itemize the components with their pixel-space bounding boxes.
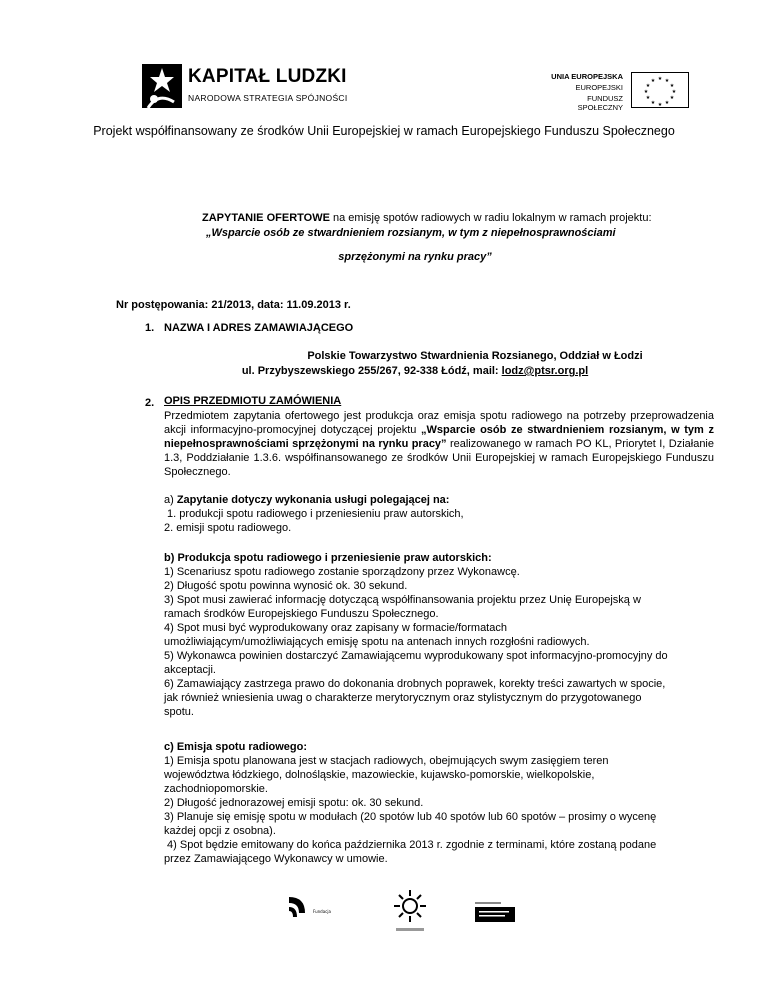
list-item: województwa łódzkiego, dolnośląskie, mazowieckie, kujawsko-pomorskie, wielkopolskie, [164,769,595,781]
list-item: przez Zamawiającego Wykonawcy w umowie. [164,853,388,865]
block-b-heading: b) Produkcja spotu radiowego i przeniesienie praw autorskich: [164,552,492,564]
list-item: 3) Planuje się emisję spotu w modułach (20 spotów lub 40 spotów lub 60 spotów – prosimy o wycenę [164,811,657,823]
list-item: 2) Długość jednorazowej emisji spotu: ok. 30 sekund. [164,797,424,809]
project-name-line2: sprzężonymi na rynku pracy” [338,251,492,263]
kapital-ludzki-emblem-icon [140,62,186,110]
description-project-name: „Wsparcie osób ze stwardnieniem rozsianym, w tym z niepełnosprawnościami sprzężonymi na rynku pracy” [164,424,714,450]
eu-flag-icon [631,72,689,108]
foundation-logo [283,893,353,933]
list-item: 3) Spot musi zawierać informację dotyczącą współfinansowania projektu przez Unię Europejską w [164,594,641,606]
section1-number: 1. [145,322,155,334]
ptsr-logo [390,886,430,938]
block-b [164,551,724,719]
pfron-logo-icon [473,896,543,926]
list-item: 2) Długość spotu powinna wynosić ok. 30 sekund. [164,580,408,592]
description-text-b: realizowanego w ramach PO KL, Priorytet I, Działanie 1.3, Poddziałanie 1.3.6. współfinansowanego ze środków Unii Europejskiej w ramach Europejskiego Funduszu Społecznego. [164,438,714,478]
procedure-number: Nr postępowania: 21/2013, data: 11.09.2013 r. [116,299,351,311]
svg-text:★: ★ [645,83,651,89]
block-a [164,493,724,535]
svg-text:★: ★ [650,78,656,84]
svg-text:★: ★ [657,76,663,82]
orderer-address [0,364,768,378]
list-item: 2. emisji spotu radiowego. [164,522,292,534]
document-title [202,211,652,225]
block-c [164,740,724,866]
list-item: 4) Spot będzie emitowany do końca października 2013 r. zgodnie z terminami, które zostaną podane [164,839,657,851]
address-text: ul. Przybyszewskiego 255/267, 92-338 Łódź, mail: [241,365,502,377]
block-a-letter: a) [164,494,174,506]
block-a-heading-text: Zapytanie dotyczy wykonania usługi polegającej na: [173,494,450,506]
list-item: jak również wniesienia uwag o charakterze merytorycznym oraz stylistycznym do przygotowanego [164,692,642,704]
block-a-heading [164,493,724,507]
svg-text:★: ★ [657,102,663,108]
svg-text:Fundacja: Fundacja [313,909,331,914]
cofunding-statement: Projekt współfinansowany ze środków Unii Europejskiej w ramach Europejskiego Funduszu Społecznego [93,124,675,138]
list-item: umożliwiającym/umożliwiających emisję spotu na antenach innych rozgłośni radiowych. [164,636,590,648]
list-item: 1) Scenariusz spotu radiowego zostanie sporządzony przez Wykonawcę. [164,566,520,578]
eu-logo-line1: UNIA EUROPEJSKA [551,72,623,81]
project-name-line1: „Wsparcie osób ze stwardnieniem rozsianym, w tym z niepełnosprawnościami [206,227,616,239]
kapital-ludzki-subtitle: NARODOWA STRATEGIA SPÓJNOŚCI [188,93,348,103]
svg-text:★: ★ [669,83,675,89]
list-item: każdej opcji z osobna). [164,825,276,837]
svg-text:★: ★ [671,89,677,95]
kapital-ludzki-title: KAPITAŁ LUDZKI [188,66,347,87]
list-item: ramach środków Europejskiego Funduszu Społecznego. [164,608,439,620]
title-rest: na emisję spotów radiowych w radiu lokalnym w ramach projektu: [329,212,652,224]
list-item: zachodniopomorskie. [164,783,268,795]
email-link[interactable]: lodz@ptsr.org.pl [501,365,589,377]
svg-text:★: ★ [664,100,670,106]
orderer-name: Polskie Towarzystwo Stwardnienia Rozsianego, Oddział w Łodzi [307,350,643,362]
pfron-logo [473,896,543,926]
svg-text:★: ★ [664,78,670,84]
list-item: 6) Zamawiający zastrzega prawo do dokonania drobnych poprawek, korekty treści zawartych w spocie, [164,678,666,690]
list-item: 1. produkcji spotu radiowego i przeniesieniu praw autorskich, [164,508,464,520]
svg-text:★: ★ [645,95,651,101]
svg-text:★: ★ [650,100,656,106]
eu-logo-line3: FUNDUSZ SPOŁECZNY [577,94,623,112]
list-item: akceptacji. [164,664,216,676]
description-text-a: Przedmiotem zapytania ofertowego jest produkcja oraz emisja spotu radiowego na potrzeby przeprowadzenia akcji informacyjno-promocyjnej dotyczącej projektu [164,410,714,436]
svg-text:★: ★ [669,95,675,101]
foundation-logo-icon [283,893,353,933]
ptsr-sun-icon [390,886,430,938]
list-item: 1) Emisja spotu planowana jest w stacjach radiowych, obejmujących swym zasięgiem teren [164,755,609,767]
section2-number: 2. [145,397,155,409]
list-item: spotu. [164,706,194,718]
eu-logo-line2: EUROPEJSKI [575,83,623,92]
svg-text:★: ★ [643,89,649,95]
section2-heading: OPIS PRZEDMIOTU ZAMÓWIENIA [164,395,342,407]
section2-description [164,409,714,479]
title-prefix: ZAPYTANIE OFERTOWE [202,212,330,224]
list-item: 4) Spot musi być wyprodukowany oraz zapisany w formacie/formatach [164,622,507,634]
block-c-heading: c) Emisja spotu radiowego: [164,741,308,753]
eu-logo [541,72,689,112]
list-item: 5) Wykonawca powinien dostarczyć Zamawiającemu wyprodukowany spot informacyjno-promocyjny do [164,650,668,662]
section1-heading: NAZWA I ADRES ZAMAWIAJĄCEGO [164,322,354,334]
